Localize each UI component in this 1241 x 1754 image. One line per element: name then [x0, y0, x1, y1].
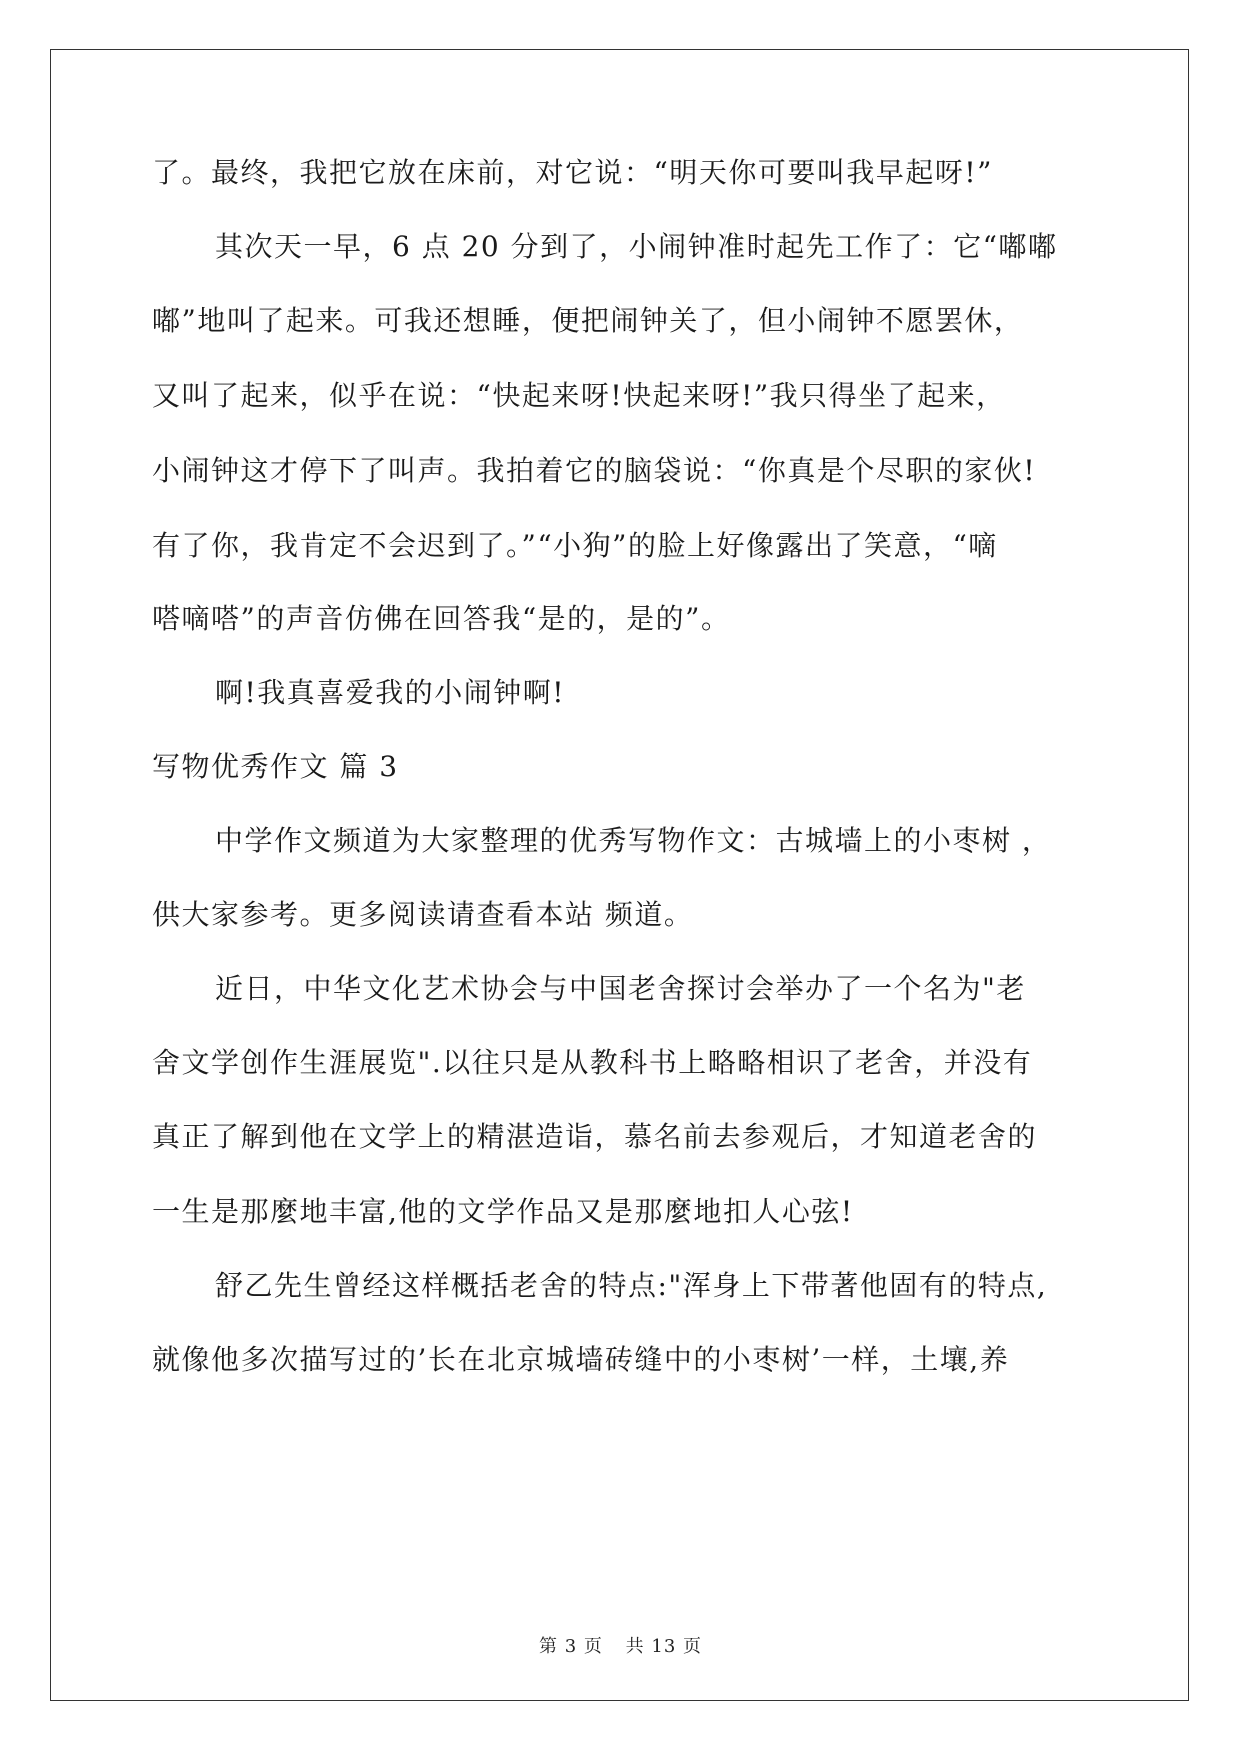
text-line: 嗒嘀嗒”的声音仿佛在回答我“是的，是的”。	[152, 602, 731, 635]
text-line: 了。最终，我把它放在床前，对它说：“明天你可要叫我早起呀!”	[152, 156, 993, 189]
paragraph-line: 其次天一早，6 点 20 分到了，小闹钟准时起先工作了：它“嘟嘟	[215, 230, 1058, 263]
paragraph-line: 啊!我真喜爱我的小闹钟啊!	[215, 676, 566, 709]
page-footer	[0, 1632, 1241, 1658]
section-heading: 写物优秀作文 篇 3	[152, 750, 399, 783]
text-line: 就像他多次描写过的’长在北京城墙砖缝中的小枣树’一样，土壤,养	[152, 1343, 1010, 1376]
text-line: 小闹钟这才停下了叫声。我拍着它的脑袋说：“你真是个尽职的家伙!	[152, 454, 1037, 487]
page-number: 第 3 页	[539, 1636, 603, 1657]
text-line: 一生是那麼地丰富,他的文学作品又是那麼地扣人心弦!	[152, 1195, 854, 1228]
text-line: 有了你，我肯定不会迟到了。”“小狗”的脸上好像露出了笑意，“嘀	[152, 529, 998, 562]
page-border	[50, 49, 1189, 1701]
text-line: 舍文学创作生涯展览".以往只是从教科书上略略相识了老舍，并没有	[152, 1046, 1033, 1079]
text-line: 嘟”地叫了起来。可我还想睡，便把闹钟关了，但小闹钟不愿罢休，	[152, 304, 1024, 337]
text-line: 又叫了起来，似乎在说：“快起来呀!快起来呀!”我只得坐了起来，	[152, 379, 1006, 412]
text-line: 供大家参考。更多阅读请查看本站 频道。	[152, 898, 694, 931]
text-line: 真正了解到他在文学上的精湛造诣，慕名前去参观后，才知道老舍的	[152, 1120, 1038, 1153]
page-total: 共 13 页	[625, 1636, 702, 1657]
paragraph-line: 近日，中华文化艺术协会与中国老舍探讨会举办了一个名为"老	[215, 972, 1026, 1005]
paragraph-line: 中学作文频道为大家整理的优秀写物作文：古城墙上的小枣树 ，	[215, 824, 1052, 857]
paragraph-line: 舒乙先生曾经这样概括老舍的特点:"浑身上下带著他固有的特点,	[215, 1269, 1048, 1302]
